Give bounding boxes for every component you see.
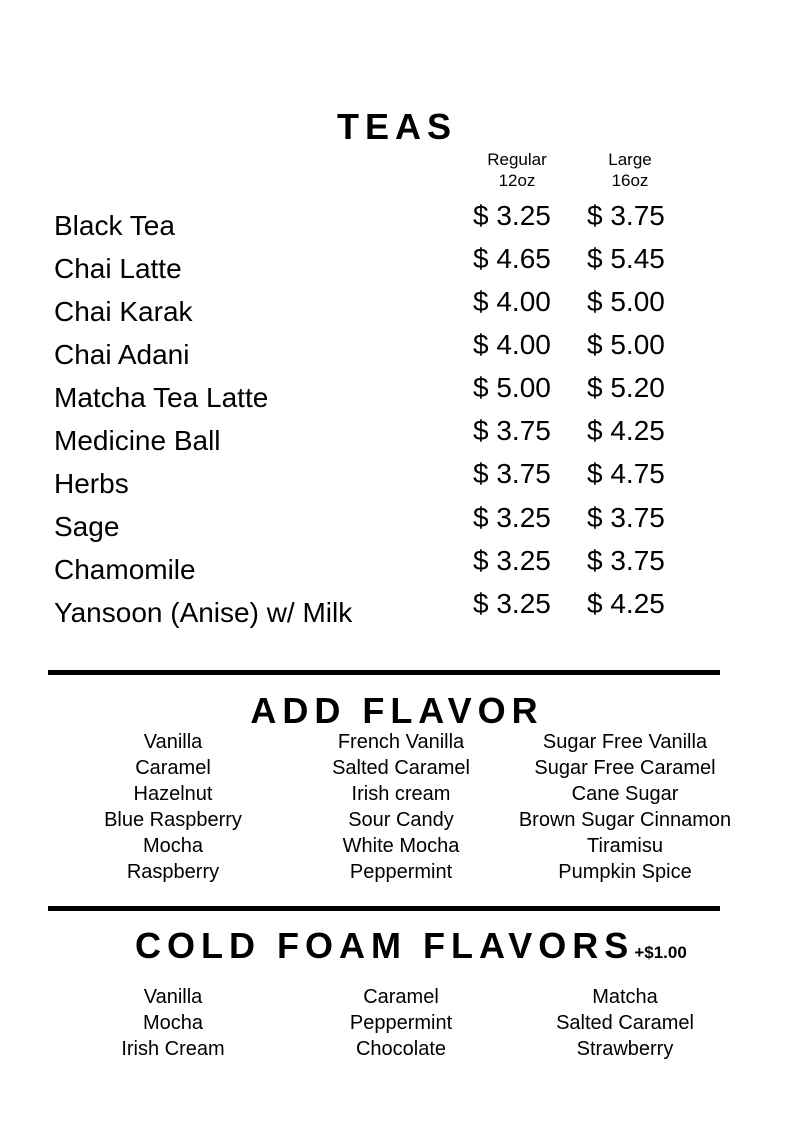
teas-title: TEAS (336, 106, 457, 147)
flavor-item: Blue Raspberry (104, 809, 242, 831)
flavor-item: French Vanilla (337, 731, 465, 753)
tea-price-regular: $ 4.00 (473, 329, 551, 360)
cold-foam-header (135, 925, 687, 967)
cold-foam-title: COLD FOAM FLAVORS (135, 925, 635, 966)
foam-item: Chocolate (355, 1038, 447, 1060)
tea-price-regular: $ 4.00 (473, 286, 551, 317)
foam-item: Strawberry (576, 1038, 674, 1060)
tea-price-regular: $ 3.25 (473, 502, 551, 533)
foam-item: Mocha (142, 1012, 204, 1034)
flavor-item: Pumpkin Spice (558, 861, 692, 883)
foam-item: Vanilla (143, 986, 203, 1008)
tea-name: Chai Latte (54, 253, 182, 284)
flavor-item: Caramel (135, 757, 211, 779)
size-name: Regular (487, 150, 547, 169)
cold-foam-column-1 (43, 984, 303, 1062)
tea-name: Chai Adani (54, 339, 190, 370)
add-flavor-column-1 (43, 729, 303, 885)
tea-price-large: $ 4.25 (587, 588, 665, 619)
tea-price-regular: $ 3.75 (473, 458, 551, 489)
flavor-item: Cane Sugar (571, 783, 679, 805)
size-oz: 16oz (611, 171, 649, 190)
tea-price-regular: $ 5.00 (473, 372, 551, 403)
flavor-item: Raspberry (126, 861, 220, 883)
tea-price-large: $ 5.00 (587, 286, 665, 317)
size-header-regular (467, 149, 567, 191)
cold-foam-column-2 (271, 984, 531, 1062)
tea-price-large: $ 3.75 (587, 200, 665, 231)
size-oz: 12oz (498, 171, 536, 190)
tea-price-large: $ 3.75 (587, 545, 665, 576)
tea-name: Chamomile (54, 554, 196, 585)
tea-price-regular: $ 4.65 (473, 243, 551, 274)
tea-price-regular: $ 3.25 (473, 545, 551, 576)
flavor-item: Tiramisu (587, 835, 663, 857)
tea-price-large: $ 5.00 (587, 329, 665, 360)
tea-price-large: $ 5.20 (587, 372, 665, 403)
flavor-item: Vanilla (143, 731, 203, 753)
tea-name: Chai Karak (54, 296, 193, 327)
tea-name: Herbs (54, 468, 129, 499)
tea-name: Black Tea (54, 210, 175, 241)
flavor-item: Irish cream (351, 783, 451, 805)
size-header-large (580, 149, 680, 191)
tea-name: Sage (54, 511, 120, 542)
flavor-item: Peppermint (349, 861, 453, 883)
foam-item: Salted Caramel (556, 1012, 694, 1034)
foam-item: Matcha (592, 986, 658, 1008)
flavor-item: Mocha (142, 835, 204, 857)
tea-price-large: $ 4.75 (587, 458, 665, 489)
foam-item: Peppermint (349, 1012, 453, 1034)
tea-name: Matcha Tea Latte (54, 382, 269, 413)
tea-price-regular: $ 3.25 (473, 588, 551, 619)
divider (48, 906, 720, 911)
tea-price-regular: $ 3.25 (473, 200, 551, 231)
tea-price-large: $ 4.25 (587, 415, 665, 446)
flavor-item: Sugar Free Vanilla (542, 731, 708, 753)
cold-foam-surcharge: +$1.00 (634, 943, 687, 962)
size-name: Large (608, 150, 652, 169)
flavor-item: Hazelnut (133, 783, 213, 805)
tea-price-regular: $ 3.75 (473, 415, 551, 446)
flavor-item: Sugar Free Caramel (534, 757, 716, 779)
cold-foam-column-3 (495, 984, 755, 1062)
flavor-item: White Mocha (342, 835, 460, 857)
tea-price-large: $ 5.45 (587, 243, 665, 274)
divider (48, 670, 720, 675)
tea-price-large: $ 3.75 (587, 502, 665, 533)
add-flavor-column-2 (271, 729, 531, 885)
tea-name: Yansoon (Anise) w/ Milk (54, 597, 353, 628)
foam-item: Caramel (363, 986, 439, 1008)
add-flavor-title: ADD FLAVOR (250, 690, 544, 731)
flavor-item: Salted Caramel (332, 757, 470, 779)
foam-item: Irish Cream (121, 1038, 225, 1060)
flavor-item: Brown Sugar Cinnamon (518, 809, 732, 831)
add-flavor-column-3 (495, 729, 755, 885)
flavor-item: Sour Candy (348, 809, 454, 831)
tea-name: Medicine Ball (54, 425, 221, 456)
